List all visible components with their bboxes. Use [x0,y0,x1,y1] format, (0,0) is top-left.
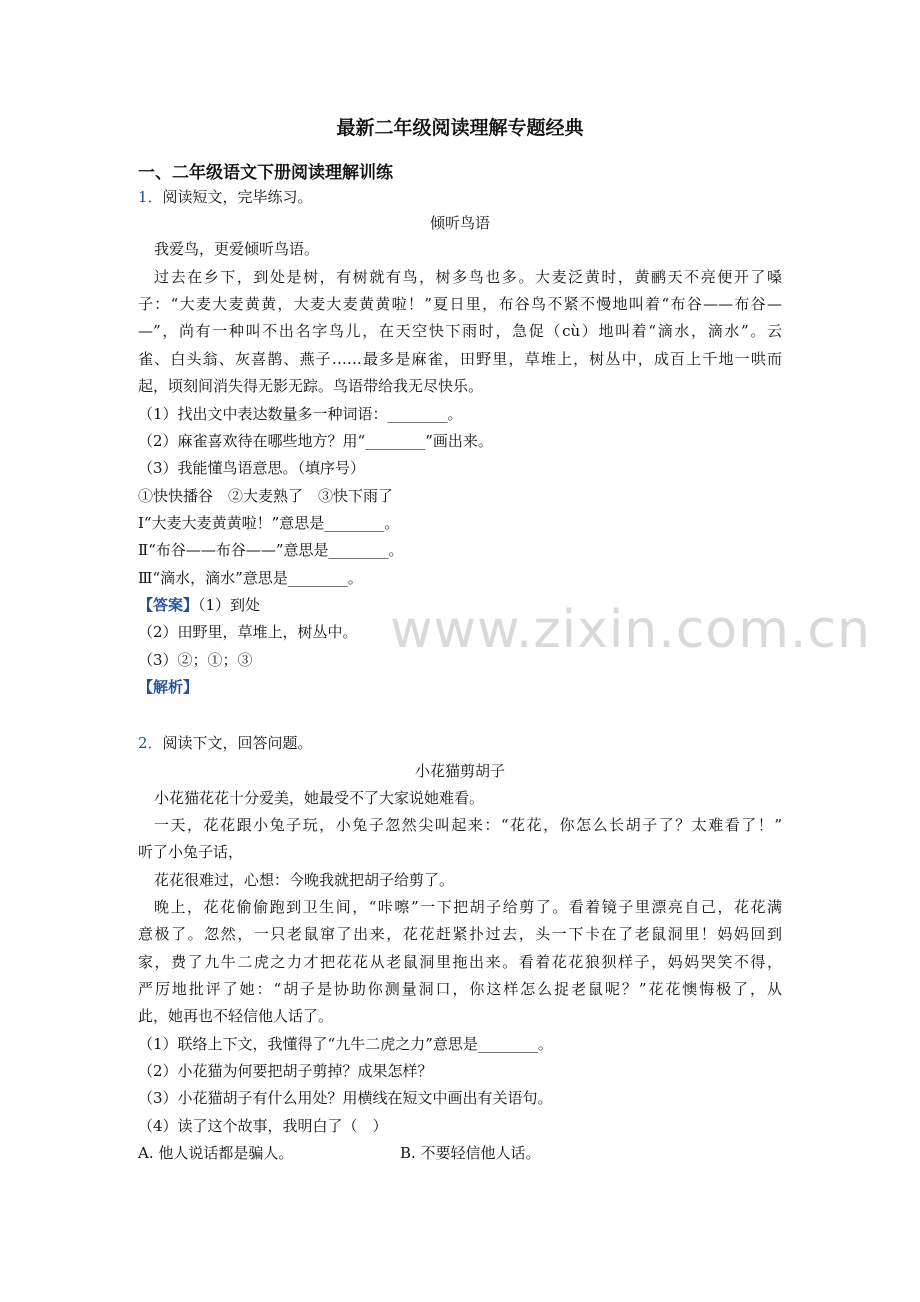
q1-subquestion-2: （2）麻雀喜欢待在哪些地方？用“________”画出来。 [138,432,493,450]
q1-subquestion-1: （1）找出文中表达数量多一种词语：________。 [138,405,463,423]
q1-answer-2: （2）田野里，草堆上，树丛中。 [138,623,358,641]
q2-passage-title: 小花猫剪胡子 [414,762,505,780]
q1-answer-3: （3）②；①；③ [138,651,253,669]
q1-answer-line [138,595,260,615]
q2-paragraph-2-line-1: 一天，花花跟小兔子玩，小兔子忽然尖叫起来：“花花，你怎么长胡子了？太难看了！” [154,816,782,834]
q2-paragraph-1: 小花猫花花十分爱美，她最受不了大家说她难看。 [154,789,485,807]
q2-paragraph-4-line-2: 意极了。忽然，一只老鼠窜了出来，花花赶紧扑过去，头一下卡在了老鼠洞里！妈妈回到 [138,925,782,943]
q1-paragraph-2-line-2: 子：“大麦大麦黄黄，大麦大麦黄黄啦！”夏日里，布谷鸟不紧不慢地叫着“布谷——布谷— [138,295,782,313]
page-title: 最新二年级阅读理解专题经典 [336,117,584,139]
q1-paragraph-2-line-4: 雀、白头翁、灰喜鹊、燕子……最多是麻雀，田野里，草堆上，树丛中，成百上千地一哄而 [138,350,782,368]
q2-paragraph-4-line-3: 家，费了九牛二虎之力才把花花从老鼠洞里拖出来。看着花花狼狈样子，妈妈哭笑不得， [138,953,782,971]
q1-paragraph-2-line-1: 过去在乡下，到处是树，有树就有鸟，树多鸟也多。大麦泛黄时，黄鹂天不亮便开了嗓 [154,268,782,286]
q1-item-ii: Ⅱ“布谷——布谷——”意思是________。 [138,541,404,559]
q2-instruction: 阅读下文，回答问题。 [162,734,313,752]
analysis-label: 【解析】 [138,678,199,696]
q2-paragraph-4-line-1: 晚上，花花偷偷跑到卫生间，“咔嚓”一下把胡子给剪了。看着镜子里漂亮自己，花花满 [154,898,782,916]
section-heading: 一、二年级语文下册阅读理解训练 [138,163,393,183]
q2-paragraph-2-line-2: 听了小兔子话， [138,843,244,861]
q2-subquestion-4: （4）读了这个故事，我明白了（ ） [138,1117,388,1135]
q2-subquestion-3: （3）小花猫胡子有什么用处？用横线在短文中画出有关语句。 [138,1089,553,1107]
q2-option-b: B. 不要轻信他人话。 [400,1144,541,1162]
q2-paragraph-4-line-4: 严厉地批评了她：“胡子是协助你测量洞口，你这样怎么捉老鼠呢？”花花懊悔极了，从 [138,980,782,998]
q2-subquestion-2: （2）小花猫为何要把胡子剪掉？成果怎样？ [138,1062,433,1080]
watermark: www.zixin.com.cn [390,600,871,660]
q1-subquestion-3: （3）我能懂鸟语意思。（填序号） [138,459,366,477]
q1-options: ①快快播谷 ②大麦熟了 ③快下雨了 [138,487,394,505]
q2-number: 2． [138,734,163,752]
q1-item-i: Ⅰ“大麦大麦黄黄啦！”意思是________。 [138,514,400,532]
q1-number: 1． [138,188,163,206]
q2-option-a: A. 他人说话都是骗人。 [138,1144,294,1162]
q1-header [138,187,313,207]
q1-paragraph-2-line-5: 起，顷刻间消失得无影无踪。鸟语带给我无尽快乐。 [138,377,484,395]
q2-paragraph-3: 花花很难过，心想：今晚我就把胡子给剪了。 [154,871,455,889]
q2-subquestion-1: （1）联络上下文，我懂得了“九牛二虎之力”意思是________。 [138,1035,553,1053]
q1-instruction: 阅读短文，完毕练习。 [162,188,313,206]
q1-item-iii: Ⅲ“滴水，滴水”意思是________。 [138,569,363,587]
q2-paragraph-4-line-5: 此，她再也不轻信他人话了。 [138,1007,334,1025]
q1-paragraph-2-line-3: —”，尚有一种叫不出名字鸟儿，在天空快下雨时，急促（cù）地叫着“滴水，滴水”。云 [138,322,782,340]
answer-label: 【答案】 [138,596,199,614]
q2-header [138,733,313,753]
q1-paragraph-1: 我爱鸟，更爱倾听鸟语。 [154,240,320,258]
q1-answer-1: （1）到处 [198,596,261,614]
q1-passage-title: 倾听鸟语 [429,214,490,232]
